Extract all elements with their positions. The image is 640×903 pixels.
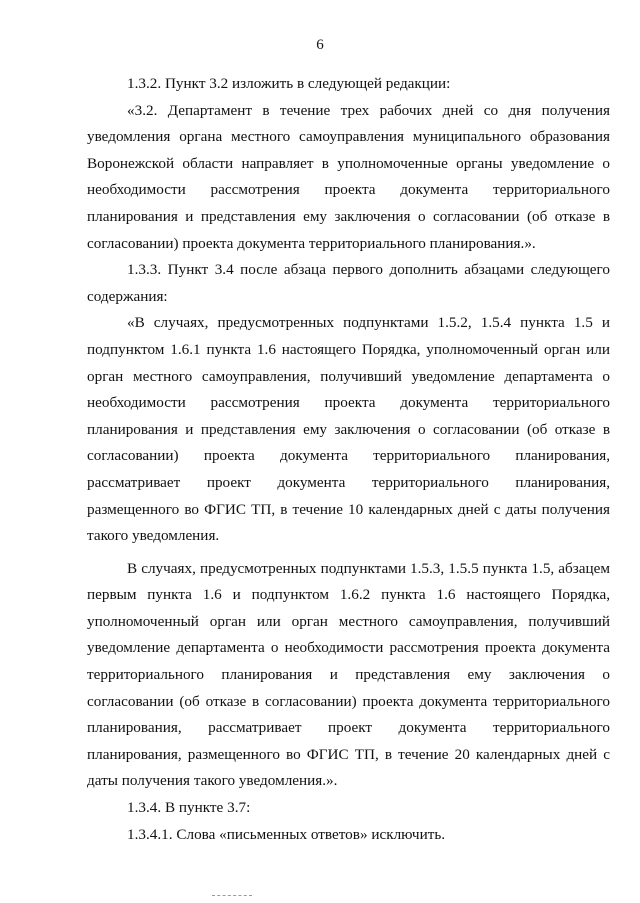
paragraph-insert-first: «В случаях, предусмотренных подпунктами 1.5.2, 1.5.4 пункта 1.5 и подпунктом 1.6.1 пункта 1.6 настоящего Порядка, уполномоченный орган или орган местного самоуправления, получивший уведомление департамента о необходимости рассмотрения проекта документа территориального планирования и представления ему заключения о согласовании (об отказе в согласовании) проекта документа территориального планирования, рассматривает проект документа территориального планирования, размещенного во ФГИС ТП, в течение 10 календарных дней с даты получения такого уведомления. — [87, 314, 610, 545]
scan-edge-mark — [212, 895, 252, 897]
paragraph-1-3-4: 1.3.4. В пункте 3.7: — [127, 799, 251, 817]
document-body — [87, 71, 610, 848]
paragraph-insert-second: В случаях, предусмотренных подпунктами 1.5.3, 1.5.5 пункта 1.5, абзацем первым пункта 1.6 и подпунктом 1.6.2 пункта 1.6 настоящего Порядка, уполномоченный орган или орган местного самоуправления, получивший уведомление департамента о необходимости рассмотрения проекта документа территориального планирования и представления ему заключения о согласовании (об отказе в согласовании) проекта документа территориального планирования, рассматривает проект документа территориального планирования, размещенного во ФГИС ТП, в течение 20 календарных дней с даты получения такого уведомления.». — [87, 559, 610, 790]
paragraph-1-3-3: 1.3.3. Пункт 3.4 после абзаца первого дополнить абзацами следующего содержания: — [87, 261, 610, 305]
paragraph-3-2-text: «3.2. Департамент в течение трех рабочих дней со дня получения уведомления органа местного самоуправления муниципального образования Воронежской области направляет в уполномоченные органы уведомление о необходимости рассмотрения проекта документа территориального планирования и представления ему заключения о согласовании (об отказе в согласовании) проекта документа территориального планирования.». — [87, 101, 610, 252]
page-number: 6 — [316, 37, 324, 53]
paragraph-1-3-2: 1.3.2. Пункт 3.2 изложить в следующей редакции: — [127, 75, 451, 92]
paragraph-1-3-4-1: 1.3.4.1. Слова «письменных ответов» исключить. — [127, 825, 446, 843]
